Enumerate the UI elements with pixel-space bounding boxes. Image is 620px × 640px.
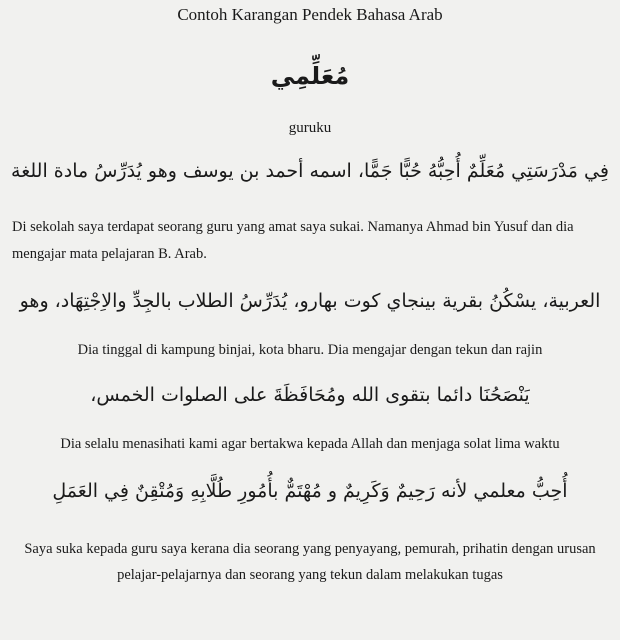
arabic-paragraph-2: العربية، يسْكُنُ بقرية بينجاي كوت بهارو، يُدَرِّسُ الطلاب بالجِدِّ والاِجْتِهَاد، وهو [19,290,601,312]
document-title: Contoh Karangan Pendek Bahasa Arab [177,5,443,24]
arabic-paragraph-4: أُحِبُّ معلمي لأنه رَحِيمٌ وَكَرِيمٌ و مُهْتَمٌّ بأُمُورِ طُلَّابِهِ وَمُتْقِنٌ فِي العَمَلِ [52,480,568,502]
translation-paragraph-4: Saya suka kepada guru saya kerana dia seorang yang penyayang, pemurah, prihatin dengan urusan pelajar-pelajarnya dan seorang yang tekun dalam melakukan tugas [24,541,596,583]
arabic-paragraph-3: يَنْصَحُنَا دائما بتقوى الله ومُحَافَظَةَ على الصلوات الخمس، [90,384,530,406]
translation-paragraph-2: Dia tinggal di kampung binjai, kota bharu. Dia mengajar dengan tekun dan rajin [77,342,543,358]
heading-translation: guruku [288,120,332,136]
arabic-paragraph-1: فِي مَدْرَسَتِي مُعَلِّمٌ أُحِبُّهُ حُبًّا جَمًّا، اسمه أحمد بن يوسف وهو يُدَرِّسُ مادة اللغة [11,160,609,182]
translation-paragraph-1: Di sekolah saya terdapat seorang guru yang amat saya sukai. Namanya Ahmad bin Yusuf dan dia mengajar mata pelajaran B. Arab. [12,219,574,262]
translation-paragraph-3: Dia selalu menasihati kami agar bertakwa kepada Allah dan menjaga solat lima waktu [60,436,560,452]
arabic-heading: مُعَلِّمِي [270,62,350,90]
